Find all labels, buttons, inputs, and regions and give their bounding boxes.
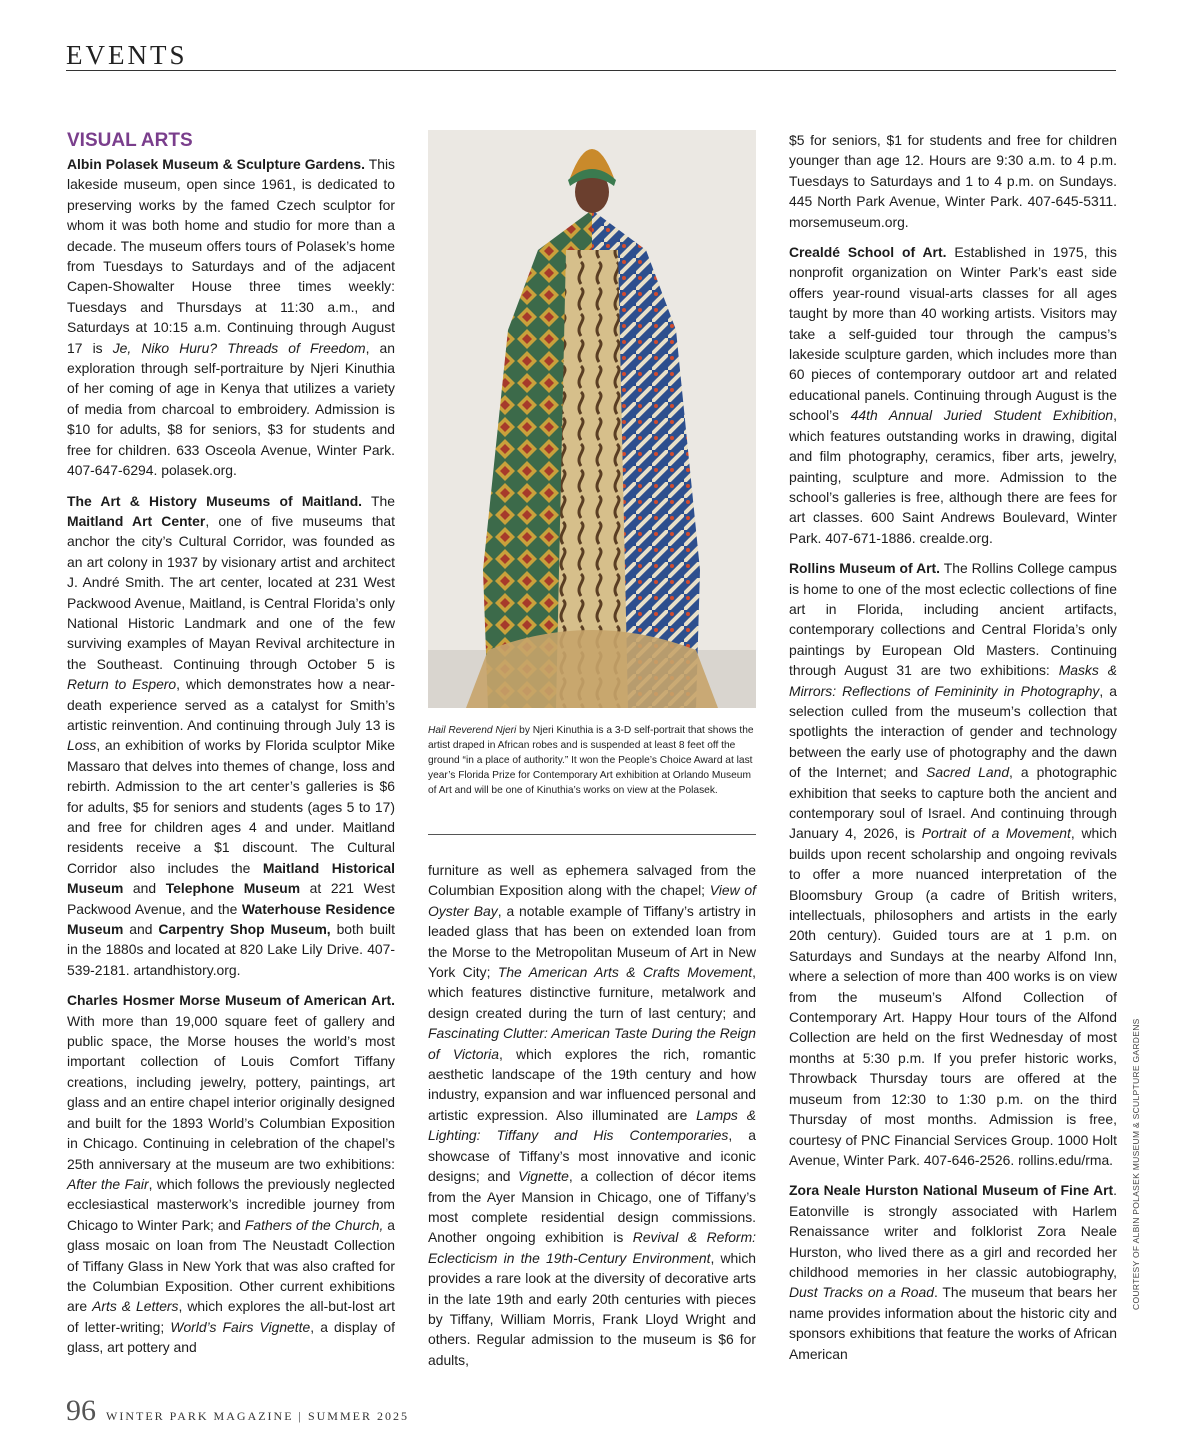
article-paragraph: Rollins Museum of Art. The Rollins College campus is home to one of the most eclectic collections of fine art in Florida, including ancient artifacts, contemporary collections and Central Florida’s only paintings by European Old Masters. Continuing through August 31 are two exhibitions: Masks & Mirrors: Reflections of Femininity in Photography, a selection culled from the museum’s collection that spotlights the interaction of gender and technology between the early use of photography and the dawn of the Internet; and Sacred Land, a photographic exhibition that seeks to capture both the ancient and contemporary soul of Israel. And continuing through January 4, 2026, is Portrait of a Movement, which builds upon recent scholarship and ongoing revivals to offer a more nuanced interpretation of the Bloomsbury Group (a cadre of British writers, intellectuals, philosophers and artists in the early 20th century). Guided tours are at 1 p.m. on Saturdays and Sundays at the nearby Alfond Inn, where a selection of more than 400 works is on view from the museum’s Alfond Collection of Contemporary Art. Happy Hour tours of the Alfond Collection are held on the first Wednesday of most months at 5:30 p.m. If you prefer historic works, Throwback Thursday tours are offered at the museum from 12:30 to 1:30 p.m. on the third Thursday of most months. Admission is free, courtesy of PNC Financial Services Group. 1000 Holt Avenue, Winter Park. 407-646-2526. rollins.edu/rma. xyxy=(789,560,1117,1168)
page-number: 96 xyxy=(66,1394,96,1427)
exhibition-title: Loss xyxy=(67,737,97,754)
photo-credit: COURTESY OF ALBIN POLASEK MUSEUM & SCULPTURE GARDENS xyxy=(1131,1018,1141,1310)
publication-name: WINTER PARK MAGAZINE | SUMMER 2025 xyxy=(106,1409,409,1423)
article-paragraph: Charles Hosmer Morse Museum of American Art. With more than 19,000 square feet of gallery and public space, the Morse houses the world’s most important collection of Louis Comfort Tiffany creations, including jewelry, pottery, paintings, art glass and an entire chapel interior originally designed and built for the 1893 World’s Columbian Exposition in Chicago. Continuing in celebration of the chapel’s 25th anniversary at the museum are two exhibitions: After the Fair, which follows the previously neglected ecclesiastical masterwork’s incredible journey from Chicago to Winter Park; and Fathers of the Church, a glass mosaic on loan from The Neustadt Collection of Tiffany Glass in New York that was also crafted for the Columbian Exposition. Other current exhibitions are Arts & Letters, which explores the all-but-lost art of letter-writing; World’s Fairs Vignette, a display of glass, art pottery and xyxy=(67,992,396,1356)
article-paragraph: The Art & History Museums of Maitland. The Maitland Art Center, one of five museums that anchor the city’s Cultural Corridor, was founded as an art colony in 1937 by visionary artist and architect J. André Smith. The art center, located at 231 West Packwood Avenue, Maitland, is Central Florida’s only National Historic Landmark and one of the few surviving examples of Mayan Revival architecture in the Southeast. Continuing through October 5 is Return to Espero, which demonstrates how a near-death experience served as a catalyst for Smith’s artistic reinvention. And continuing through July 13 is Loss, an exhibition of works by Florida sculptor Mike Massaro that delves into themes of change, loss and rebirth. Admission to the art center’s galleries is $6 for adults, $5 for seniors and students (ages 5 to 17) and free for children ages 4 and under. Maitland residents receive a $1 discount. The Cultural Corridor also includes the Maitland Historical Museum and Telephone Museum at 221 West Packwood Avenue, and the Waterhouse Residence Museum and Carpentry Shop Museum, both built in the 1880s and located at 820 Lake Lily Drive. 407-539-2181. artandhistory.org. xyxy=(67,492,395,978)
venue-name: Crealdé School of Art. xyxy=(789,244,947,261)
photo-caption: Hail Reverend Njeri by Njeri Kinuthia is a 3-D self-portrait that shows the artist draped in African robes and is suspended at least 8 feet off the ground “in a place of authority.” It won the People’s Choice Award at last year’s Florida Prize for Contemporary Art exhibition at Orlando Museum of Art and will be one of Kinuthia’s works on view at the Polasek. xyxy=(428,725,754,796)
exhibition-title: Return to Espero xyxy=(67,676,177,693)
page-footer xyxy=(66,1394,409,1434)
venue-name: Rollins Museum of Art. xyxy=(789,560,941,577)
artwork-illustration xyxy=(428,130,756,708)
section-header: EVENTS xyxy=(66,40,188,70)
article-paragraph: Zora Neale Hurston National Museum of Fine Art. Eatonville is strongly associated with Harlem Renaissance writer and folklorist Zora Neale Hurston, who lived there as a girl and recorded her childhood memories in her classic autobiography, Dust Tracks on a Road. The museum that bears her name provides information about the historic city and sponsors exhibitions that feature the works of African American xyxy=(789,1182,1117,1362)
exhibition-title: Je, Niko Huru? Threads of Freedom xyxy=(112,339,366,356)
article-column-1 xyxy=(67,130,395,1368)
artwork-photo xyxy=(428,130,756,708)
caption-divider xyxy=(428,834,756,835)
article-paragraph: Crealdé School of Art. Established in 1975, this nonprofit organization on Winter Park’s east side offers year-round visual-arts classes for all ages taught by more than 40 working artists. Visitors may take a self-guided tour through the campus’s lakeside sculpture garden, which includes more than 60 pieces of contemporary outdoor art and related educational panels. Continuing through August is the school’s 44th Annual Juried Student Exhibition, which features outstanding works in drawing, digital and film photography, ceramics, fiber arts, jewelry, painting, sculpture and more. Admission to the school’s galleries is free, although there are fees for art classes. 600 Saint Andrews Boulevard, Winter Park. 407-671-1886. crealde.org. xyxy=(789,244,1118,546)
article-paragraph: furniture as well as ephemera salvaged from the Columbian Exposition along with the chapel; View of Oyster Bay, a notable example of Tiffany’s artistry in leaded glass that has been on extended loan from the Morse to the Metropolitan Museum of Art in New York City; The American Arts & Crafts Movement, which features distinctive furniture, metalwork and design created during the turn of last century; and Fascinating Clutter: American Taste During the Reign of Victoria, which explores the rich, romantic aesthetic landscape of the 19th century and how industry, expansion and war influenced personal and artistic expression. Also illuminated are Lamps & Lighting: Tiffany and His Contemporaries, a showcase of Tiffany’s most innovative and iconic designs; and Vignette, a collection of décor items from the Ayer Mansion in Chicago, one of Tiffany’s most complete residential design commissions. Another ongoing exhibition is Revival & Reform: Eclecticism in the 19th-Century Environment, which provides a rare look at the diversity of decorative arts in the late 19th and early 20th centuries with pieces by Tiffany, William Morris, Frank Lloyd Wright and others. Regular admission to the museum is $6 for adults, xyxy=(428,862,757,1368)
caption-title: Hail Reverend Njeri xyxy=(428,725,517,736)
section-heading: VISUAL ARTS xyxy=(67,130,193,151)
article-paragraph: $5 for seniors, $1 for students and free for children younger than age 12. Hours are 9:30 a.m. to 4 p.m. Tuesdays to Saturdays and 1 to 4 p.m. on Sundays. 445 North Park Avenue, Winter Park. 407-645-5311. morsemuseum.org. xyxy=(789,132,1117,230)
header-divider xyxy=(66,70,1116,71)
article-paragraph: Albin Polasek Museum & Sculpture Gardens. This lakeside museum, open since 1961, is dedicated to preserving works by the famed Czech sculptor for whom it was both home and studio for more than a decade. The museum offers tours of Polasek’s home from Tuesdays to Saturdays and of the adjacent Capen-Showalter House three times weekly: Tuesdays and Thursdays at 11:30 a.m., and Saturdays at 10:15 a.m. Continuing through August 17 is Je, Niko Huru? Threads of Freedom, an exploration through self-portraiture by Njeri Kinuthia of her coming of age in Kenya that utilizes a variety of media from charcoal to embroidery. Admission is $10 for adults, $8 for seniors, $3 for students and free for children. 633 Osceola Avenue, Winter Park. 407-647-6294. polasek.org. xyxy=(67,156,396,479)
venue-name: The Art & History Museums of Maitland. xyxy=(67,492,363,509)
venue-name: Zora Neale Hurston National Museum of Fine Art xyxy=(789,1182,1114,1199)
venue-name: Charles Hosmer Morse Museum of American Art. xyxy=(67,992,395,1009)
article-column-2 xyxy=(428,860,756,1380)
venue-name: Albin Polasek Museum & Sculpture Gardens. xyxy=(67,156,365,172)
article-column-3 xyxy=(789,130,1117,1374)
